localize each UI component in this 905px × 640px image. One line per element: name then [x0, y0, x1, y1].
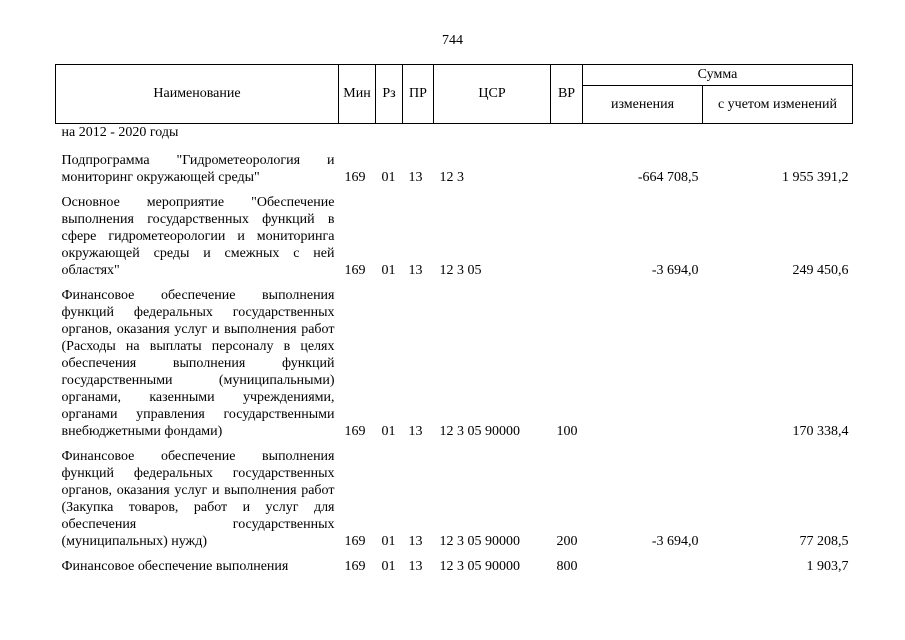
table-row	[56, 448, 853, 550]
row-pr: 13	[408, 534, 423, 549]
row-with-change: 249 450,6	[792, 263, 849, 278]
table-row	[56, 152, 853, 186]
row-pr: 13	[408, 263, 423, 278]
row-min: 169	[344, 534, 366, 549]
row-min: 169	[344, 424, 366, 439]
row-min: 169	[344, 170, 366, 185]
row-csr: 12 3 05	[439, 263, 482, 278]
table-row	[56, 558, 853, 575]
row-pr: 13	[408, 424, 423, 439]
header-with-change: с учетом изменений	[703, 86, 853, 124]
header-rz: Рз	[376, 65, 403, 124]
continuation-text: на 2012 - 2020 годы	[61, 125, 179, 140]
table-row	[56, 194, 853, 279]
row-csr: 12 3	[439, 170, 464, 185]
row-name: Финансовое обеспечение выполнения функций федеральных государственных органов, оказания услуг и выполнения работ (Расходы на выплаты персоналу в целях обеспечения выполнения функций государственными (муниципальными) органами, казенными учреждениями, органами управления государственными внебюджетными фондами)	[61, 288, 335, 439]
row-vr	[551, 152, 583, 186]
row-csr: 12 3 05 90000	[439, 424, 520, 439]
row-rz: 01	[381, 170, 396, 185]
row-rz: 01	[381, 424, 396, 439]
header-csr: ЦСР	[434, 65, 551, 124]
row-pr: 13	[408, 559, 423, 574]
row-csr: 12 3 05 90000	[439, 534, 520, 549]
header-pr: ПР	[403, 65, 434, 124]
row-change: -664 708,5	[637, 170, 699, 185]
row-min: 169	[344, 263, 366, 278]
row-csr: 12 3 05 90000	[439, 559, 520, 574]
row-name: Основное мероприятие "Обеспечение выполнения государственных функций в сфере гидрометеорологии и мониторинга окружающей среды и смежных с ней областях"	[61, 195, 335, 278]
row-pr: 13	[408, 170, 423, 185]
row-change: -3 694,0	[651, 534, 699, 549]
row-change: -3 694,0	[651, 263, 699, 278]
row-with-change: 1 955 391,2	[782, 170, 849, 185]
row-rz: 01	[381, 263, 396, 278]
row-vr: 800	[556, 559, 578, 574]
row-with-change: 1 903,7	[806, 559, 849, 574]
row-rz: 01	[381, 559, 396, 574]
row-change	[583, 558, 703, 575]
row-name: Финансовое обеспечение выполнения функций федеральных государственных органов, оказания услуг и выполнения работ (Закупка товаров, работ и услуг для обеспечения государственных (муниципальных) нужд)	[61, 449, 335, 549]
row-rz: 01	[381, 534, 396, 549]
row-change	[583, 287, 703, 440]
table-row	[56, 287, 853, 440]
header-change: изменения	[583, 86, 703, 124]
header-vr: ВР	[551, 65, 583, 124]
row-with-change: 170 338,4	[792, 424, 849, 439]
header-min: Мин	[339, 65, 376, 124]
row-name: Подпрограмма "Гидрометеорология и мониторинг окружающей среды"	[61, 153, 335, 185]
header-name: Наименование	[56, 65, 339, 124]
row-name: Финансовое обеспечение выполнения	[61, 559, 289, 574]
budget-table	[55, 64, 853, 575]
page-number: 744	[442, 33, 463, 48]
row-with-change: 77 208,5	[799, 534, 849, 549]
row-vr: 100	[556, 424, 578, 439]
row-vr: 200	[556, 534, 578, 549]
header-sum: Сумма	[583, 65, 853, 86]
row-min: 169	[344, 559, 366, 574]
row-vr	[551, 194, 583, 279]
